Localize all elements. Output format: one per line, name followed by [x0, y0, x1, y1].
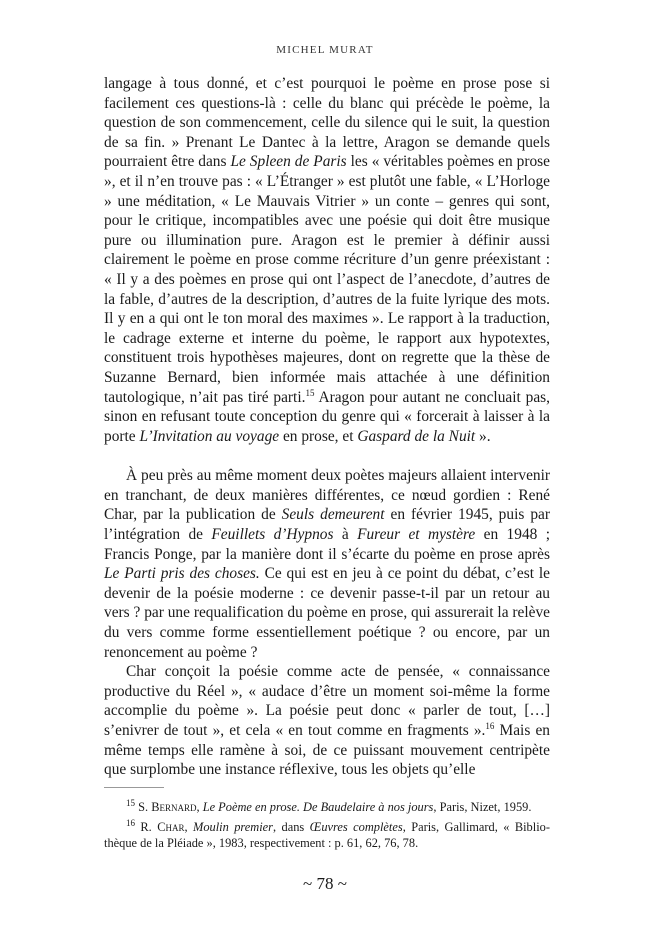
italic-title: Feuillets d’Hypnos — [211, 526, 334, 544]
text-run: , Paris, Nizet, 1959. — [433, 800, 532, 814]
paragraph-1 — [104, 74, 550, 446]
text-run: à — [333, 526, 358, 544]
footnote-ref-15[interactable]: 15 — [305, 387, 315, 398]
author-name: Char — [157, 819, 185, 834]
text-run: À peu près au même moment deux poètes majeurs allaient intervenir en tranchant, de deux manières différentes, ce nœud gordien : René Char, par la publication de — [104, 467, 550, 524]
italic-title: Le Parti pris des choses. — [104, 565, 260, 583]
italic-title: Le Spleen de Paris — [230, 153, 347, 171]
text-run: S. — [138, 800, 152, 814]
paragraph-3 — [104, 662, 550, 780]
text-run: Ce qui est en jeu à ce point du débat, c’est le devenir de la poésie moderne : ce devenir passe-t-il par un retour au vers ? par une requalification du poème en prose, qui assurerait la relève du vers comme forme essentiellement poétique ? ou encore, par un renoncement au poème ? — [104, 565, 550, 661]
text-run: en février 1945, puis par l’intégration de — [104, 506, 550, 544]
text-run: , Paris, Gallimard, « Bibliothèque de la Pléiade », 1983, respectivement : p. 61, 62, 76, 78. — [104, 819, 550, 850]
footnote-16 — [104, 817, 550, 852]
text-run: en prose, et — [279, 427, 358, 445]
footnote-number: 15 — [126, 797, 135, 808]
italic-title: Fureur et mystère — [357, 526, 476, 544]
footnote-15 — [104, 797, 550, 816]
text-run: Char conçoit la poésie comme acte de pensée, « connaissance productive du Réel », « audace d’être un moment soi-même la forme accomplie du poème ». La poésie peut donc « parler de tout, […] s’enivrer de tout », et cela « en tout comme en fragments ». — [104, 663, 550, 739]
italic-title: Œuvres complètes — [309, 819, 403, 834]
text-run: Mais en même temps elle ramène à soi, de ce puissant mouvement centripète que surplombe une instance réflexive, tous les objets qu’elle — [104, 722, 550, 779]
text-run: , — [184, 819, 193, 834]
text-run: les « véritables poèmes en prose », et il n’en trouve pas : « L’Étranger » est plutôt une fable, « L’Horloge » une méditation, « Le Mauvais Vitrier » un conte – genres qui sont, pour le critique, incompatibles avec une poésie qui doit être musique pure ou illumination pure. Aragon est le premier à définir aussi clairement le poème en prose comme récriture d’un genre préexistant : « Il y a des poèmes en prose qui ont l’aspect de l’anecdote, d’autres de la fable, d’autres de la description, d’autres de la fuite lyrique des mots. Il y en a qui ont le ton moral des maximes ». Le rapport à la traduction, le cadrage externe et interne du poème, le rapport aux hypotextes, constituent trois hypothèses majeures, dont on regrette que la thèse de Suzanne Bernard, bien informée mais attachée à une définition tautologique, n’ait pas tiré parti. — [104, 153, 550, 406]
text-run: en 1948 ; Francis Ponge, par la manière dont il s’écarte du poème en prose après — [104, 526, 551, 563]
italic-title: Le Poème en prose. De Baudelaire à nos jours — [202, 800, 434, 814]
footnote-ref-16[interactable]: 16 — [485, 720, 495, 731]
footnotes — [104, 797, 550, 855]
text-run: R. — [140, 819, 158, 834]
text-run: ». — [475, 427, 491, 445]
italic-title: L’Invitation au voyage — [139, 427, 280, 445]
text-run: , dans — [272, 819, 310, 834]
italic-title: Gaspard de la Nuit — [357, 427, 476, 445]
text-run: langage à tous donné, et c’est pourquoi le poème en prose pose si facilement ces questions-là : celle du blanc qui précède le poème, la question de son commencement, celle du silence qui le suit, la question de sa fin. » Prenant Le Dantec à la lettre, Aragon se demande quels pourraient être dans — [104, 75, 550, 171]
italic-title: Seuls demeurent — [281, 506, 385, 524]
page-number: ~ 78 ~ — [303, 874, 347, 893]
text-run: Aragon pour autant ne concluait pas, sinon en refusant toute conception du genre qui « forcerait à laisser à la porte — [104, 388, 550, 445]
body-text — [104, 74, 550, 780]
paragraph-2 — [104, 466, 550, 662]
footnote-number: 16 — [126, 817, 135, 828]
text-run: , — [196, 800, 203, 814]
author-name: Bernard — [151, 800, 197, 814]
footnote-separator — [104, 787, 164, 788]
running-head: MICHEL MURAT — [276, 44, 374, 56]
italic-title: Moulin premier — [193, 819, 273, 834]
